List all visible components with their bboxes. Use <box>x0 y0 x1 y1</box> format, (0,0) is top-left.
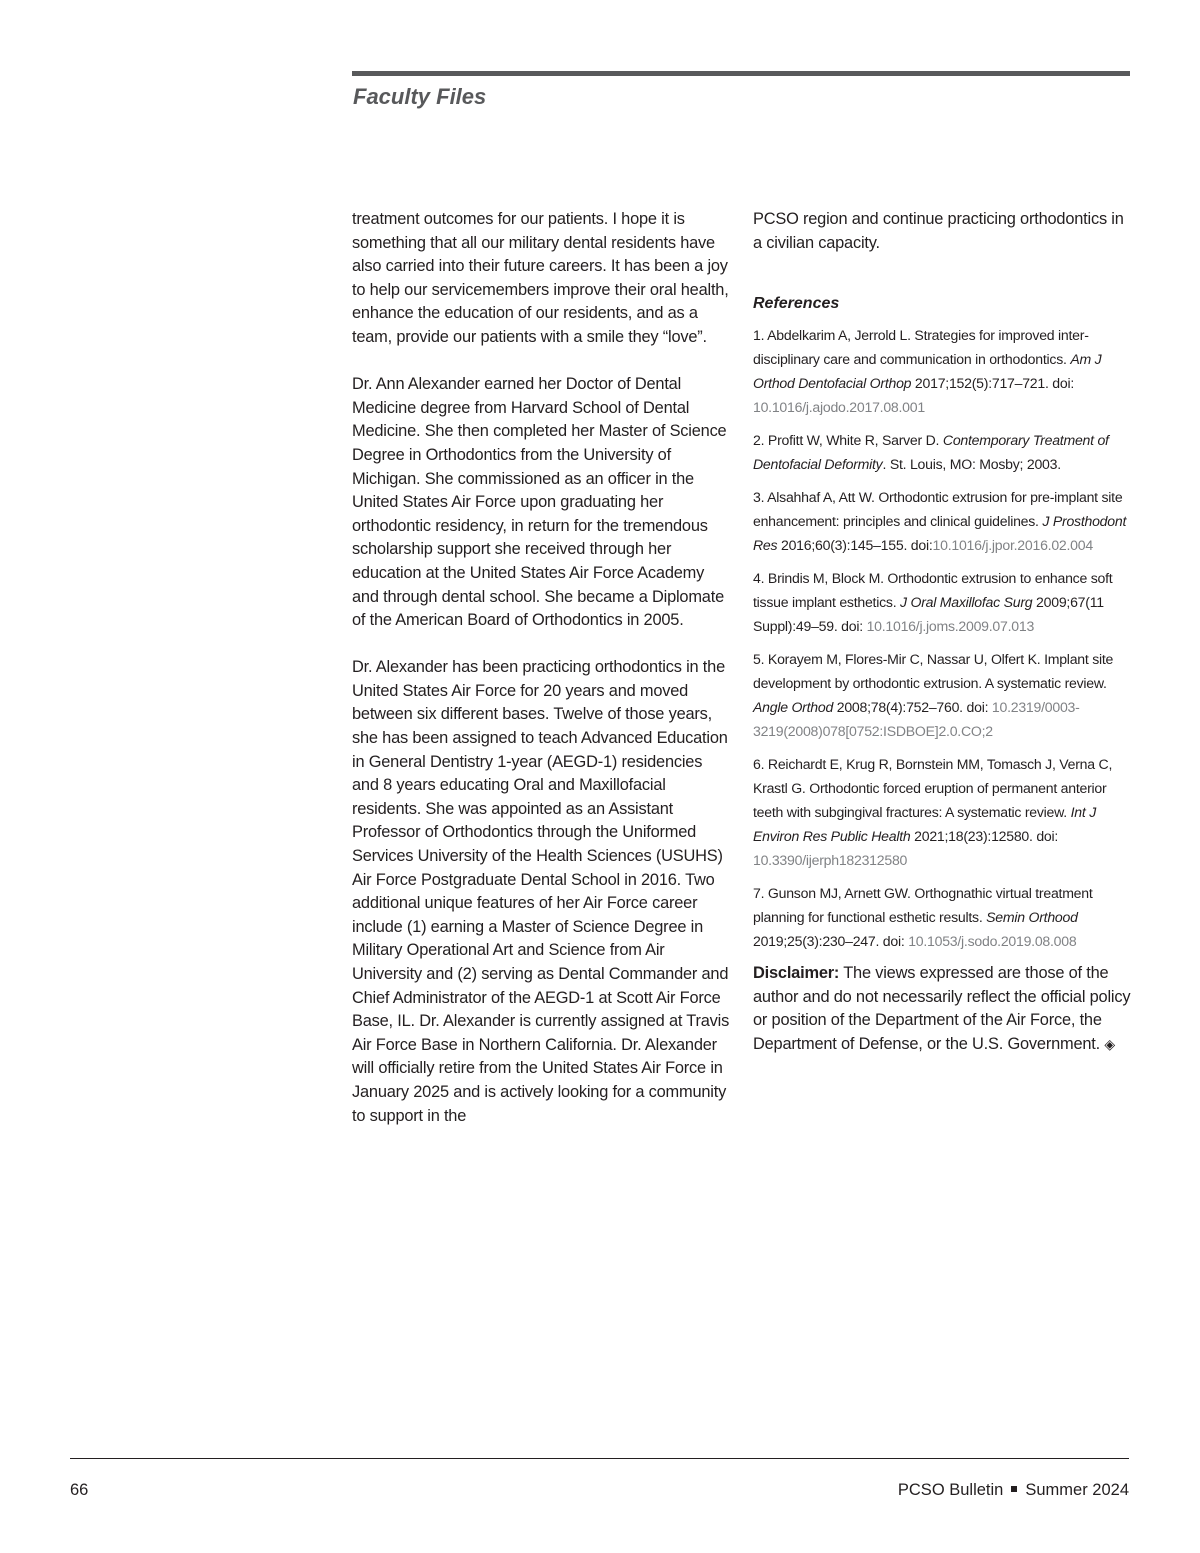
footer-rule <box>70 1458 1129 1459</box>
left-column <box>352 208 730 1152</box>
body-paragraph: Dr. Alexander has been practicing orthodontics in the United States Air Force for 20 years and moved between six different bases. Twelve of those years, she has been assigned to teach Advanced Education in General Dentistry 1-year (AEGD-1) residencies and 8 years educating Oral and Maxillofacial residents. She was appointed as an Assistant Professor of Orthodontics through the Uniformed Services University of the Health Sciences (USUHS) Air Force Postgraduate Dental School in 2016. Two additional unique features of her Air Force career include (1) earning a Master of Science Degree in Military Operational Art and Science from Air University and (2) serving as Dental Commander and Chief Administrator of the AEGD-1 at Scott Air Force Base, IL. Dr. Alexander is currently assigned at Travis Air Force Base in Northern California. Dr. Alexander will officially retire from the United States Air Force in January 2025 and is actively looking for a community to support in the <box>352 658 730 1125</box>
reference-item: 5. Korayem M, Flores-Mir C, Nassar U, Olfert K. Implant site development by orthodontic extrusion. A systematic review. Angle Orthod 2008;78(4):752–760. doi: 10.2319/0003-3219(2008)078[0752:ISDBOE]2.0.CO;2 <box>753 651 1114 740</box>
body-paragraph: treatment outcomes for our patients. I hope it is something that all our military dental residents have also carried into their future careers. It has been a joy to help our servicemembers improve their oral health, enhance the education of our residents, and as a team, provide our patients with a smile they “love”. <box>352 210 729 346</box>
journal-name: J Oral Maxillofac Surg <box>900 594 1033 611</box>
header-rule <box>352 71 1130 76</box>
reference-item: 7. Gunson MJ, Arnett GW. Orthognathic virtual treatment planning for functional esthetic results. Semin Orthood 2019;25(3):230–247. doi: 10.1053/j.sodo.2019.08.008 <box>753 885 1093 950</box>
doi-link[interactable]: 10.1053/j.sodo.2019.08.008 <box>908 933 1077 950</box>
end-of-article-icon: ◈ <box>1104 1035 1115 1052</box>
disclaimer-label: Disclaimer: <box>753 964 840 983</box>
reference-item: 4. Brindis M, Block M. Orthodontic extrusion to enhance soft tissue implant esthetics. J Oral Maxillofac Surg 2009;67(11 Suppl):49–59. doi: 10.1016/j.joms.2009.07.013 <box>753 570 1113 635</box>
reference-item: 2. Profitt W, White R, Sarver D. Contemporary Treatment of Dentofacial Deformity. St. Louis, MO: Mosby; 2003. <box>753 432 1109 473</box>
disclaimer-text: The views expressed are those of the author and do not necessarily reflect the official policy or position of the Department of the Air Force, the Department of Defense, or the U.S. Government. <box>753 964 1131 1053</box>
separator-bullet-icon <box>1011 1486 1017 1492</box>
continuation-paragraph: PCSO region and continue practicing orthodontics in a civilian capacity. <box>753 210 1124 252</box>
issue-label: Summer 2024 <box>1025 1481 1129 1499</box>
disclaimer <box>753 962 1131 1056</box>
references-list <box>753 323 1131 953</box>
doi-link[interactable]: 10.1016/j.jpor.2016.02.004 <box>932 537 1093 554</box>
journal-name: Semin Orthood <box>986 909 1078 926</box>
journal-name: Int J Environ Res Public Health <box>753 804 1096 845</box>
book-title: Contemporary Treatment of Dentofacial Deformity <box>753 432 1109 473</box>
section-title: Faculty Files <box>353 84 487 109</box>
reference-item: 6. Reichardt E, Krug R, Bornstein MM, Tomasch J, Verna C, Krastl G. Orthodontic forced eruption of permanent anterior teeth with subgingival fractures: A systematic review. Int J Environ Res Public Health 2021;18(23):12580. doi: 10.3390/ijerph182312580 <box>753 756 1113 869</box>
doi-link[interactable]: 10.1016/j.joms.2009.07.013 <box>866 618 1035 635</box>
reference-item: 1. Abdelkarim A, Jerrold L. Strategies for improved interdisciplinary care and communication in orthodontics. Am J Orthod Dentofacial Orthop 2017;152(5):717–721. doi: 10.1016/j.ajodo.2017.08.001 <box>753 327 1102 416</box>
doi-link[interactable]: 10.2319/0003-3219(2008)078[0752:ISDBOE]2.0.CO;2 <box>753 699 1080 740</box>
journal-name: J Prosthodont Res <box>753 513 1127 554</box>
body-paragraph: Dr. Ann Alexander earned her Doctor of Dental Medicine degree from Harvard School of Dental Medicine. She then completed her Master of Science Degree in Orthodontics from the University of Michigan. She commissioned as an officer in the United States Air Force upon graduating her orthodontic residency, in return for the tremendous scholarship support she received through her education at the United States Air Force Academy and through dental school. She became a Diplomate of the American Board of Orthodontics in 2005. <box>352 375 727 630</box>
footer-publication <box>898 1481 1129 1500</box>
right-column <box>753 208 1131 1057</box>
reference-item: 3. Alsahhaf A, Att W. Orthodontic extrusion for pre-implant site enhancement: principles and clinical guidelines. J Prosthodont Res 2016;60(3):145–155. doi:10.1016/j.jpor.2016.02.004 <box>753 489 1127 554</box>
publication-name: PCSO Bulletin <box>897 1481 1004 1499</box>
references-heading: References <box>753 295 840 313</box>
doi-link[interactable]: 10.3390/ijerph182312580 <box>753 852 908 869</box>
doi-link[interactable]: 10.1016/j.ajodo.2017.08.001 <box>753 399 925 416</box>
journal-name: Am J Orthod Dentofacial Orthop <box>753 351 1102 392</box>
journal-name: Angle Orthod <box>753 699 834 716</box>
page-number: 66 <box>70 1481 89 1499</box>
